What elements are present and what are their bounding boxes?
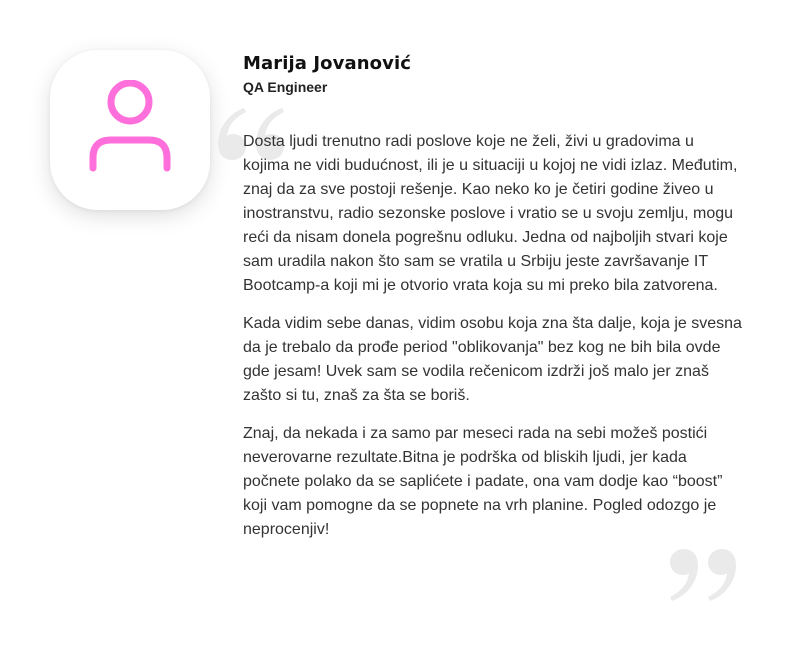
person-name: Marija Jovanović bbox=[243, 53, 411, 74]
avatar bbox=[50, 50, 210, 210]
testimonial-paragraph: Kada vidim sebe danas, vidim osobu koja zna šta dalje, koja je svesna da je trebalo da prođe period "oblikovanja" bez kog ne bih bila ovde gde jesam! Uvek sam se vodila rečenicom izdrži još malo jer znaš zašto si tu, znaš za šta se boriš. bbox=[243, 315, 742, 404]
close-quote-icon bbox=[666, 545, 740, 605]
user-icon bbox=[85, 80, 175, 180]
testimonial-paragraph: Dosta ljudi trenutno radi poslove koje ne želi, živi u gradovima u kojima ne vidi budućnost, ili je u situaciji u kojoj ne vidi izlaz. Međutim, znaj da za sve postoji rešenje. Kao neko ko je četiri godine živeo u inostranstvu, radio sezonske poslove i vratio se u svoju zemlju, mogu reći da nisam donela pogrešnu odluku. Jedna od najboljih stvari koje sam uradila nakon što sam se vratila u Srbiju jeste završavanje IT Bootcamp-a koji mi je otvorio vrata koja su mi preko bila zatvorena. bbox=[243, 133, 738, 294]
testimonial-paragraph: Znaj, da nekada i za samo par meseci rada na sebi možeš postići neverovarne rezultate.Bitna je podrška od bliskih ljudi, jer kada počnete polako da se saplićete i padate, ona vam dodje kao “boost” koji vam pomogne da se popnete na vrh planine. Pogled odozgo je neprocenjiv! bbox=[243, 425, 723, 538]
testimonial-text bbox=[243, 130, 743, 556]
person-role: QA Engineer bbox=[243, 79, 328, 95]
